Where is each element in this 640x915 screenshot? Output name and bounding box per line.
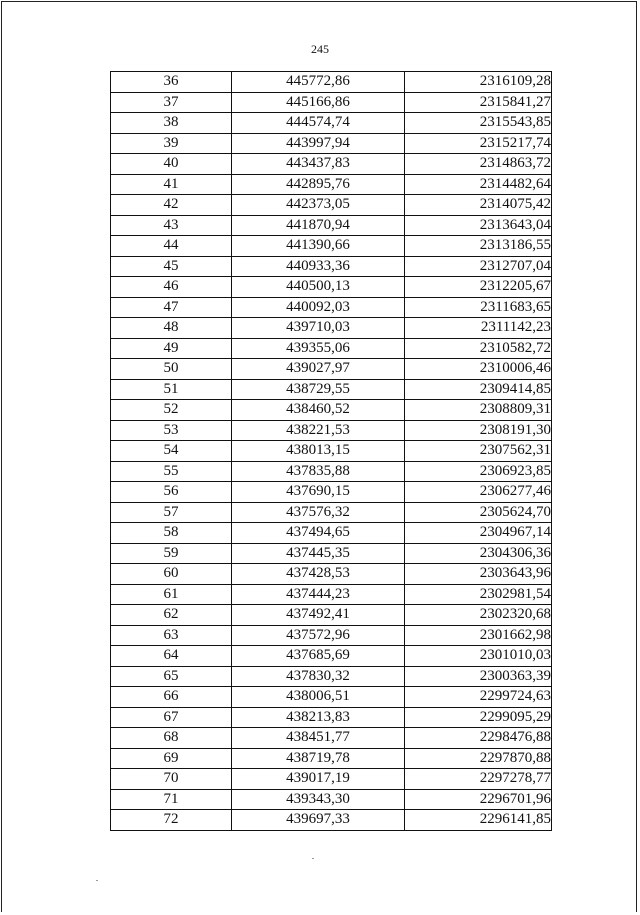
coordinates-table <box>110 71 552 831</box>
table-row <box>111 625 552 646</box>
x-coordinate-cell: 442373,05 <box>232 195 405 216</box>
y-coordinate-cell: 2311683,65 <box>405 297 552 318</box>
y-coordinate-cell: 2299095,29 <box>405 707 552 728</box>
y-coordinate-cell: 2297870,88 <box>405 748 552 769</box>
x-coordinate-cell: 437572,96 <box>232 625 405 646</box>
x-coordinate-cell: 444574,74 <box>232 113 405 134</box>
x-coordinate-cell: 439697,33 <box>232 810 405 831</box>
table-row <box>111 113 552 134</box>
table-row <box>111 441 552 462</box>
table-row <box>111 338 552 359</box>
point-number-cell: 50 <box>111 359 232 380</box>
y-coordinate-cell: 2310006,46 <box>405 359 552 380</box>
table-row <box>111 400 552 421</box>
x-coordinate-cell: 437494,65 <box>232 523 405 544</box>
x-coordinate-cell: 438729,55 <box>232 379 405 400</box>
point-number-cell: 45 <box>111 256 232 277</box>
y-coordinate-cell: 2299724,63 <box>405 687 552 708</box>
point-number-cell: 66 <box>111 687 232 708</box>
x-coordinate-cell: 437428,53 <box>232 564 405 585</box>
table-row <box>111 215 552 236</box>
table-row <box>111 707 552 728</box>
y-coordinate-cell: 2305624,70 <box>405 502 552 523</box>
y-coordinate-cell: 2313643,04 <box>405 215 552 236</box>
point-number-cell: 58 <box>111 523 232 544</box>
x-coordinate-cell: 445772,86 <box>232 72 405 93</box>
point-number-cell: 46 <box>111 277 232 298</box>
point-number-cell: 40 <box>111 154 232 175</box>
point-number-cell: 60 <box>111 564 232 585</box>
table-row <box>111 646 552 667</box>
point-number-cell: 55 <box>111 461 232 482</box>
y-coordinate-cell: 2314482,64 <box>405 174 552 195</box>
table-row <box>111 92 552 113</box>
coordinates-table-body <box>111 72 552 831</box>
table-row <box>111 523 552 544</box>
table-row <box>111 297 552 318</box>
point-number-cell: 49 <box>111 338 232 359</box>
table-row <box>111 502 552 523</box>
x-coordinate-cell: 441390,66 <box>232 236 405 257</box>
y-coordinate-cell: 2304967,14 <box>405 523 552 544</box>
point-number-cell: 41 <box>111 174 232 195</box>
table-row <box>111 72 552 93</box>
table-row <box>111 174 552 195</box>
table-row <box>111 543 552 564</box>
x-coordinate-cell: 437690,15 <box>232 482 405 503</box>
y-coordinate-cell: 2314075,42 <box>405 195 552 216</box>
point-number-cell: 51 <box>111 379 232 400</box>
point-number-cell: 37 <box>111 92 232 113</box>
table-row <box>111 195 552 216</box>
point-number-cell: 56 <box>111 482 232 503</box>
x-coordinate-cell: 437576,32 <box>232 502 405 523</box>
table-row <box>111 666 552 687</box>
x-coordinate-cell: 445166,86 <box>232 92 405 113</box>
x-coordinate-cell: 438719,78 <box>232 748 405 769</box>
point-number-cell: 44 <box>111 236 232 257</box>
y-coordinate-cell: 2313186,55 <box>405 236 552 257</box>
x-coordinate-cell: 438460,52 <box>232 400 405 421</box>
y-coordinate-cell: 2308809,31 <box>405 400 552 421</box>
x-coordinate-cell: 440933,36 <box>232 256 405 277</box>
scan-speck <box>312 858 314 859</box>
table-row <box>111 584 552 605</box>
table-row <box>111 133 552 154</box>
table-row <box>111 236 552 257</box>
table-row <box>111 605 552 626</box>
x-coordinate-cell: 439017,19 <box>232 769 405 790</box>
point-number-cell: 62 <box>111 605 232 626</box>
y-coordinate-cell: 2303643,96 <box>405 564 552 585</box>
point-number-cell: 43 <box>111 215 232 236</box>
x-coordinate-cell: 443437,83 <box>232 154 405 175</box>
y-coordinate-cell: 2315841,27 <box>405 92 552 113</box>
y-coordinate-cell: 2296141,85 <box>405 810 552 831</box>
point-number-cell: 69 <box>111 748 232 769</box>
table-row <box>111 359 552 380</box>
point-number-cell: 70 <box>111 769 232 790</box>
x-coordinate-cell: 437445,35 <box>232 543 405 564</box>
y-coordinate-cell: 2311142,23 <box>405 318 552 339</box>
table-row <box>111 379 552 400</box>
x-coordinate-cell: 442895,76 <box>232 174 405 195</box>
point-number-cell: 65 <box>111 666 232 687</box>
y-coordinate-cell: 2310582,72 <box>405 338 552 359</box>
x-coordinate-cell: 438451,77 <box>232 728 405 749</box>
y-coordinate-cell: 2301662,98 <box>405 625 552 646</box>
y-coordinate-cell: 2296701,96 <box>405 789 552 810</box>
y-coordinate-cell: 2302320,68 <box>405 605 552 626</box>
point-number-cell: 39 <box>111 133 232 154</box>
point-number-cell: 61 <box>111 584 232 605</box>
scan-speck <box>96 880 98 881</box>
x-coordinate-cell: 438013,15 <box>232 441 405 462</box>
y-coordinate-cell: 2300363,39 <box>405 666 552 687</box>
y-coordinate-cell: 2302981,54 <box>405 584 552 605</box>
table-row <box>111 728 552 749</box>
x-coordinate-cell: 440092,03 <box>232 297 405 318</box>
point-number-cell: 64 <box>111 646 232 667</box>
point-number-cell: 72 <box>111 810 232 831</box>
table-row <box>111 687 552 708</box>
table-row <box>111 318 552 339</box>
y-coordinate-cell: 2306923,85 <box>405 461 552 482</box>
y-coordinate-cell: 2307562,31 <box>405 441 552 462</box>
page-number: 245 <box>311 42 329 56</box>
y-coordinate-cell: 2312707,04 <box>405 256 552 277</box>
point-number-cell: 36 <box>111 72 232 93</box>
y-coordinate-cell: 2297278,77 <box>405 769 552 790</box>
y-coordinate-cell: 2316109,28 <box>405 72 552 93</box>
x-coordinate-cell: 437444,23 <box>232 584 405 605</box>
y-coordinate-cell: 2314863,72 <box>405 154 552 175</box>
y-coordinate-cell: 2315543,85 <box>405 113 552 134</box>
y-coordinate-cell: 2304306,36 <box>405 543 552 564</box>
table-row <box>111 461 552 482</box>
table-row <box>111 420 552 441</box>
x-coordinate-cell: 438213,83 <box>232 707 405 728</box>
x-coordinate-cell: 438006,51 <box>232 687 405 708</box>
y-coordinate-cell: 2306277,46 <box>405 482 552 503</box>
x-coordinate-cell: 439027,97 <box>232 359 405 380</box>
x-coordinate-cell: 439355,06 <box>232 338 405 359</box>
table-row <box>111 748 552 769</box>
point-number-cell: 71 <box>111 789 232 810</box>
x-coordinate-cell: 441870,94 <box>232 215 405 236</box>
point-number-cell: 53 <box>111 420 232 441</box>
point-number-cell: 47 <box>111 297 232 318</box>
y-coordinate-cell: 2298476,88 <box>405 728 552 749</box>
point-number-cell: 59 <box>111 543 232 564</box>
point-number-cell: 38 <box>111 113 232 134</box>
table-row <box>111 810 552 831</box>
y-coordinate-cell: 2309414,85 <box>405 379 552 400</box>
table-row <box>111 789 552 810</box>
x-coordinate-cell: 440500,13 <box>232 277 405 298</box>
x-coordinate-cell: 438221,53 <box>232 420 405 441</box>
x-coordinate-cell: 439710,03 <box>232 318 405 339</box>
x-coordinate-cell: 437492,41 <box>232 605 405 626</box>
x-coordinate-cell: 443997,94 <box>232 133 405 154</box>
point-number-cell: 63 <box>111 625 232 646</box>
y-coordinate-cell: 2301010,03 <box>405 646 552 667</box>
x-coordinate-cell: 437685,69 <box>232 646 405 667</box>
y-coordinate-cell: 2315217,74 <box>405 133 552 154</box>
point-number-cell: 68 <box>111 728 232 749</box>
point-number-cell: 67 <box>111 707 232 728</box>
y-coordinate-cell: 2312205,67 <box>405 277 552 298</box>
table-row <box>111 564 552 585</box>
point-number-cell: 54 <box>111 441 232 462</box>
x-coordinate-cell: 437835,88 <box>232 461 405 482</box>
point-number-cell: 42 <box>111 195 232 216</box>
point-number-cell: 48 <box>111 318 232 339</box>
table-row <box>111 154 552 175</box>
x-coordinate-cell: 437830,32 <box>232 666 405 687</box>
x-coordinate-cell: 439343,30 <box>232 789 405 810</box>
point-number-cell: 52 <box>111 400 232 421</box>
table-row <box>111 277 552 298</box>
point-number-cell: 57 <box>111 502 232 523</box>
table-row <box>111 256 552 277</box>
table-row <box>111 769 552 790</box>
table-row <box>111 482 552 503</box>
y-coordinate-cell: 2308191,30 <box>405 420 552 441</box>
